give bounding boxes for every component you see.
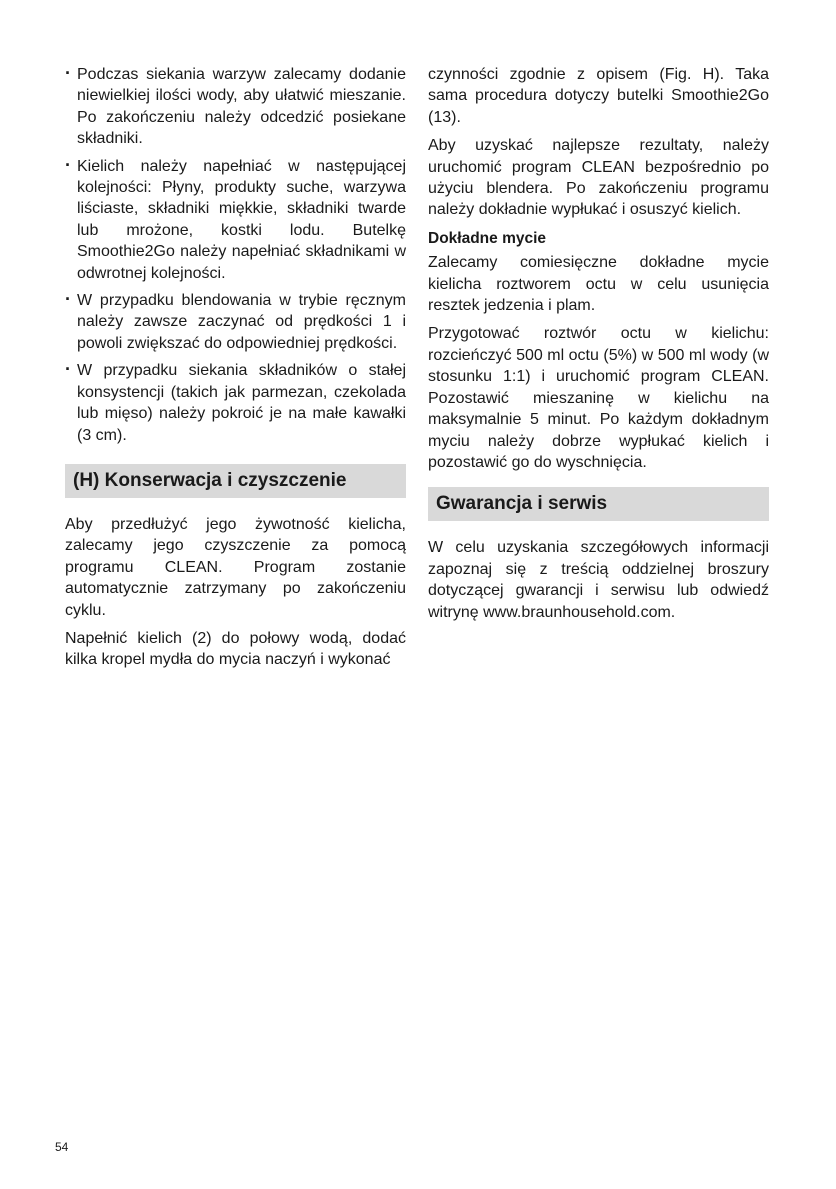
paragraph: czynności zgodnie z opisem (Fig. H). Taka sama procedura dotyczy butelki Smoothie2Go (13). (428, 66, 769, 126)
paragraph: Aby przedłużyć jego żywotność kielicha, zalecamy jego czyszczenie za pomocą programu CLEAN. Program zostanie automatycznie zatrzymany po zakończeniu cyklu. (65, 515, 406, 619)
section-heading-maintenance: (H) Konserwacja i czyszczenie (65, 464, 406, 498)
list-item: · Kielich należy napełniać w następującej kolejności: Płyny, produkty suche, warzywa liściaste, składniki miękkie, składniki twarde lub mrożone, kostki lodu. Butelkę Smoothie2Go należy napełniać składnikami w odwrotnej kolejności. (65, 156, 406, 284)
page-number: 54 (55, 1140, 69, 1154)
paragraph: Aby uzyskać najlepsze rezultaty, należy uruchomić program CLEAN bezpośrednio po użyciu blendera. Po zakończeniu programu należy dokładnie wypłukać i osuszyć kielich. (428, 137, 769, 219)
paragraph: Napełnić kielich (2) do połowy wodą, dodać kilka kropel mydła do mycia naczyń i wykonać (65, 629, 406, 669)
left-column (65, 64, 406, 678)
subheading-thorough-cleaning: Dokładne mycie (428, 229, 547, 247)
right-column (428, 64, 769, 630)
list-item: · Podczas siekania warzyw zalecamy dodanie niewielkiej ilości wody, aby ułatwić mieszanie. Po zakończeniu należy odcedzić posiekane składniki. (65, 64, 406, 150)
paragraph: W celu uzyskania szczegółowych informacji zapoznaj się z treścią oddzielnej broszury dotyczącej gwarancji i serwisu lub odwiedź witrynę www.braunhousehold.com. (428, 539, 769, 621)
section-heading-warranty: Gwarancja i serwis (428, 487, 769, 521)
paragraph: Przygotować roztwór octu w kielichu: rozcieńczyć 500 ml octu (5%) w 500 ml wody (w stosunku 1:1) i uruchomić program CLEAN. Pozostawić mieszaninę w kielichu na maksymalnie 5 minut. Po każdym dokładnym myciu należy dobrze wypłukać kielich i pozostawić go do wyschnięcia. (428, 325, 769, 471)
list-item: · W przypadku blendowania w trybie ręcznym należy zawsze zaczynać od prędkości 1 i powoli zwiększać do odpowiedniej prędkości. (65, 290, 406, 354)
tips-list (65, 64, 406, 446)
paragraph: Zalecamy comiesięczne dokładne mycie kielicha roztworem octu w celu usunięcia resztek jedzenia i plam. (428, 254, 769, 315)
list-item: · W przypadku siekania składników o stałej konsystencji (takich jak parmezan, czekolada lub mięso) należy pokroić je na małe kawałki (3 cm). (65, 360, 406, 446)
